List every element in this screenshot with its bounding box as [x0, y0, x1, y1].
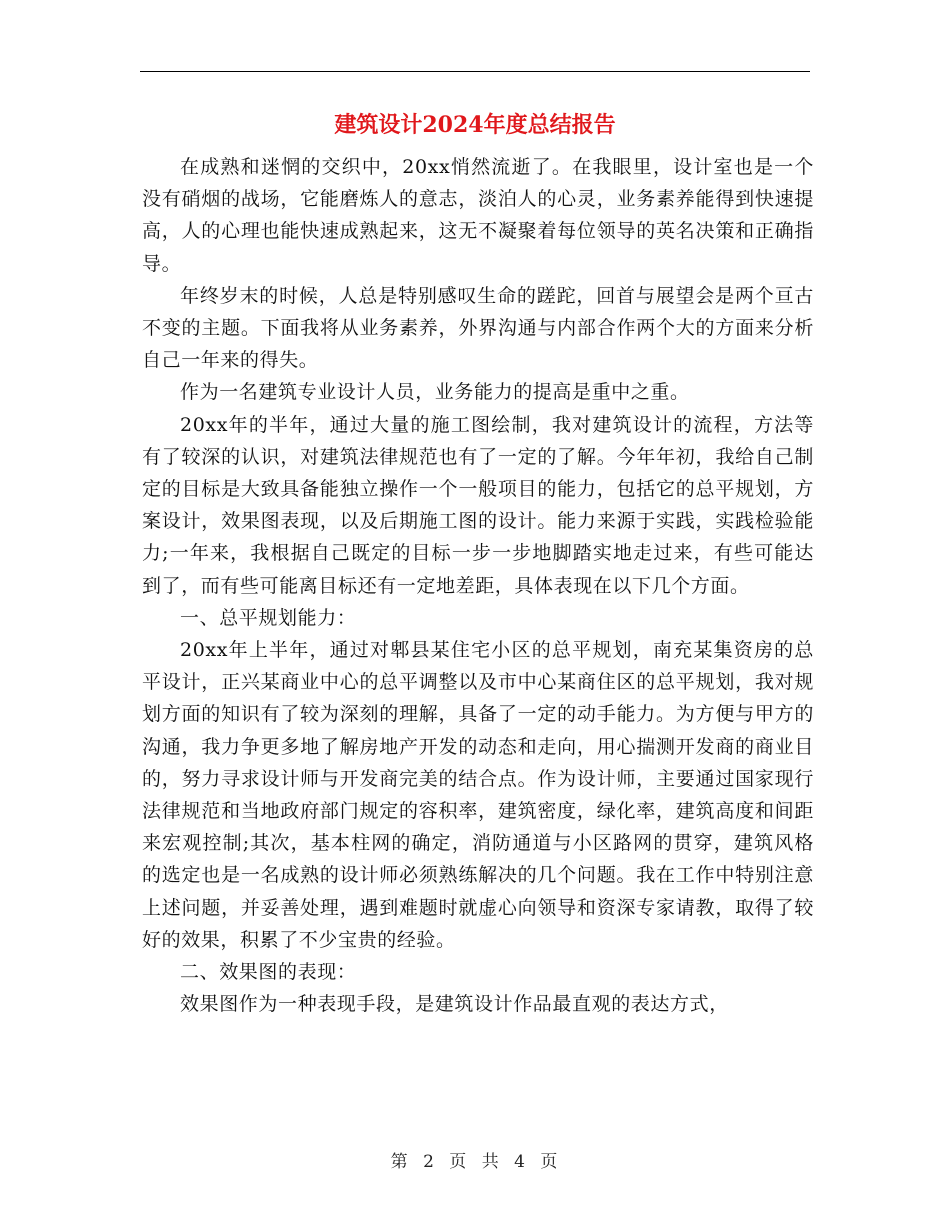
paragraph-focus: 作为一名建筑专业设计人员，业务能力的提高是重中之重。 — [180, 381, 690, 404]
page-number-footer: 第 2 页 共 4 页 — [390, 1152, 560, 1172]
paragraph-goals: 20xx年的半年，通过大量的施工图绘制，我对建筑设计的流程，方法等有了较深的认识，对建筑法律规范也有了一定的了解。今年年初，我给自己制定的目标是大致具备能独立操作一个一般项目的能力，包括它的总平规划，方案设计，效果图表现，以及后期施工图的设计。能力来源于实践，实践检验能力;一年来，我根据自己既定的目标一步一步地脚踏实地走过来，有些可能达到了，而有些可能离目标还有一定地差距，具体表现在以下几个方面。 — [142, 413, 814, 597]
paragraph-planning: 20xx年上半年，通过对郫县某住宅小区的总平规划，南充某集资房的总平设计，正兴某商业中心的总平调整以及市中心某商住区的总平规划，我对规划方面的知识有了较为深刻的理解，具备了一定的动手能力。为方便与甲方的沟通，我力争更多地了解房地产开发的动态和走向，用心揣测开发商的商业目的，努力寻求设计师与开发商完美的结合点。作为设计师，主要通过国家现行法律规范和当地政府部门规定的容积率，建筑密度，绿化率，建筑高度和间距来宏观控制;其次，基本柱网的确定，消防通道与小区路网的贯穿，建筑风格的选定也是一名成熟的设计师必须熟练解决的几个问题。我在工作中特别注意上述问题，并妥善处理，遇到难题时就虚心向领导和资深专家请教，取得了较好的效果，积累了不少宝贵的经验。 — [142, 639, 814, 951]
paragraph-rendering: 效果图作为一种表现手段，是建筑设计作品最直观的表达方式， — [180, 993, 729, 1016]
document-title: 建筑设计2024年度总结报告 — [334, 112, 616, 138]
document-body — [142, 151, 814, 1020]
section-heading-planning: 一、总平规划能力： — [180, 606, 357, 629]
paragraph-overview: 年终岁末的时候，人总是特别感叹生命的蹉跎，回首与展望会是两个亘古不变的主题。下面我将从业务素养，外界沟通与内部合作两个大的方面来分析自己一年来的得失。 — [142, 284, 814, 372]
section-heading-rendering: 二、效果图的表现： — [180, 961, 357, 984]
paragraph-intro: 在成熟和迷惘的交织中，20xx悄然流逝了。在我眼里，设计室也是一个没有硝烟的战场，它能磨炼人的意志，淡泊人的心灵，业务素养能得到快速提高，人的心理也能快速成熟起来，这无不凝聚着每位领导的英名决策和正确指导。 — [142, 156, 814, 275]
header-rule — [140, 71, 810, 72]
